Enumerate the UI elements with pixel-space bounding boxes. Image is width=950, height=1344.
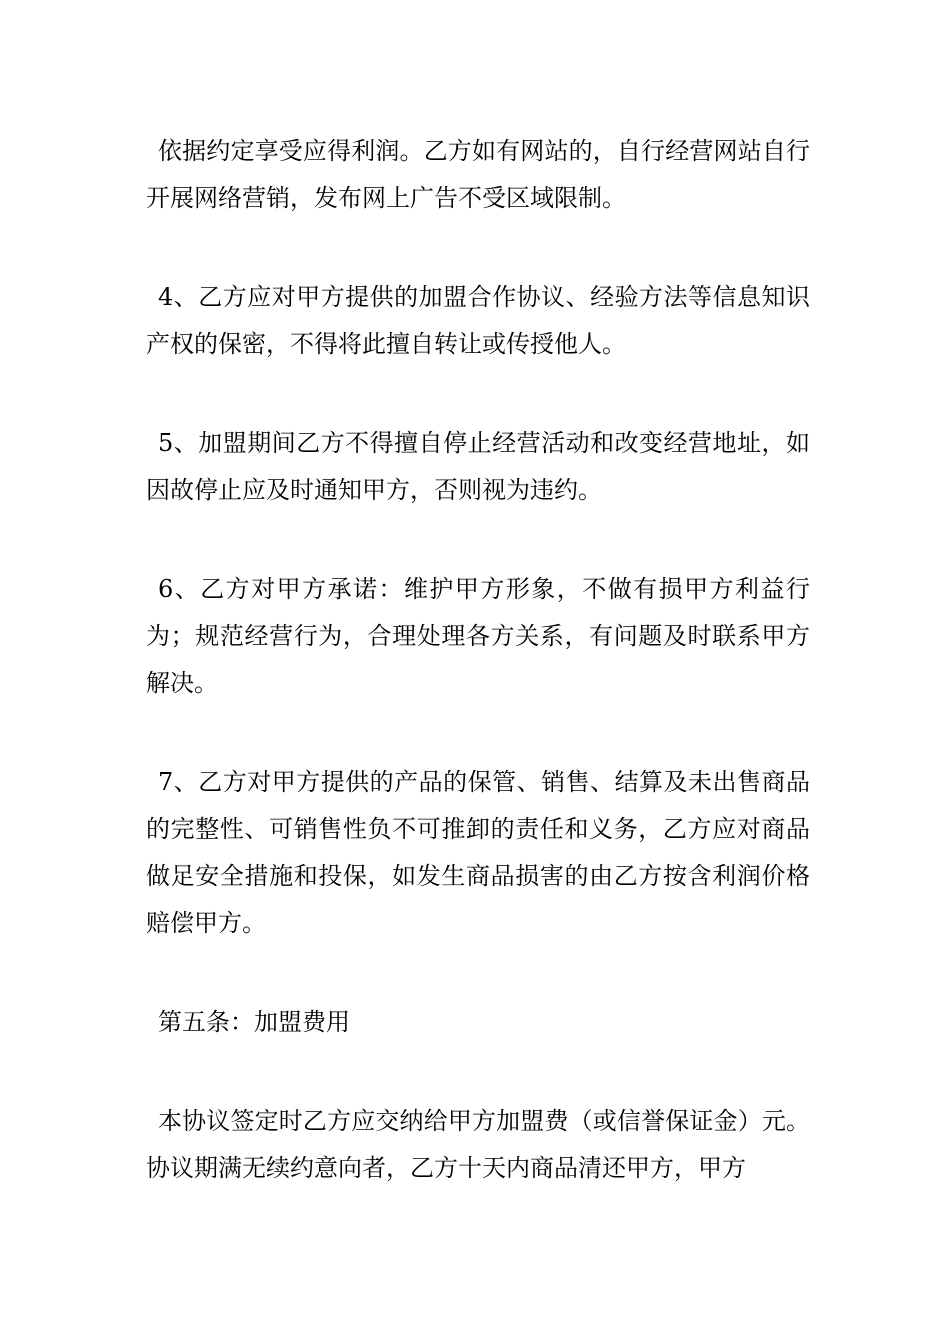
paragraph-clause-6: 6、乙方对甲方承诺：维护甲方形象，不做有损甲方利益行为；规范经营行为，合理处理各方关系，有问题及时联系甲方解决。 xyxy=(146,575,810,697)
section-heading-article-5: 第五条：加盟费用 xyxy=(158,1008,350,1036)
paragraph-franchise-fee: 本协议签定时乙方应交纳给甲方加盟费（或信誉保证金）元。协议期满无续约意向者，乙方十天内商品清还甲方，甲方 xyxy=(146,1107,810,1182)
paragraph-clause-5: 5、加盟期间乙方不得擅自停止经营活动和改变经营地址，如因故停止应及时通知甲方，否则视为违约。 xyxy=(146,429,810,504)
paragraph-clause-7: 7、乙方对甲方提供的产品的保管、销售、结算及未出售商品的完整性、可销售性负不可推卸的责任和义务，乙方应对商品做足安全措施和投保，如发生商品损害的由乙方按含利润价格赔偿甲方。 xyxy=(146,768,810,937)
paragraph-profit-rights: 依据约定享受应得利润。乙方如有网站的，自行经营网站自行开展网络营销，发布网上广告不受区域限制。 xyxy=(146,137,810,212)
document-page xyxy=(146,128,810,1244)
paragraph-clause-4: 4、乙方应对甲方提供的加盟合作协议、经验方法等信息知识产权的保密，不得将此擅自转让或传授他人。 xyxy=(146,283,810,358)
